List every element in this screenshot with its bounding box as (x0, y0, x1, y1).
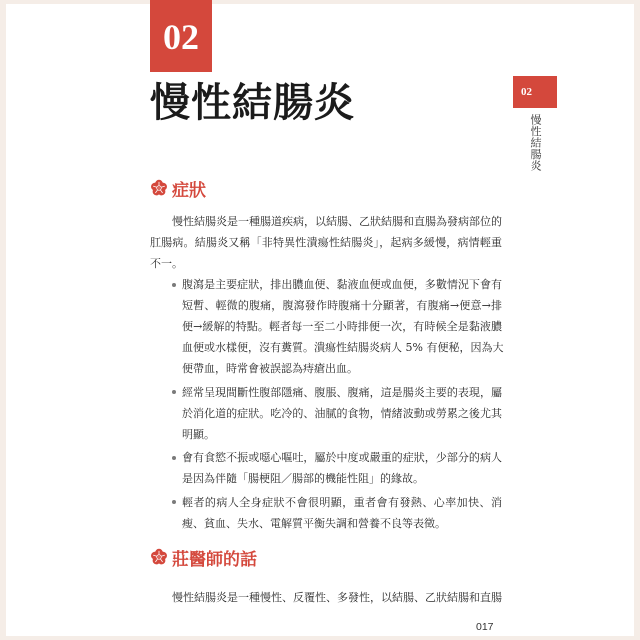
side-chapter-tab (513, 76, 557, 108)
paragraph-line: 慢性結腸炎是一種腸道疾病，以結腸、乙狀結腸和直腸為發病部位的 (172, 215, 502, 228)
paragraph-line: 肛腸病。結腸炎又稱「非特異性潰瘍性結腸炎」，起病多緩慢，病情輕重 (150, 236, 502, 249)
bullet-dot (172, 456, 176, 460)
bullet-line: 腹瀉是主要症狀，排出膿血便、黏液血便或血便，多數情況下會有 (182, 278, 502, 291)
symptoms-bullet-list (172, 274, 502, 536)
bullet-line: 會有食慾不振或噁心嘔吐，屬於中度或嚴重的症狀，少部分的病人 (182, 451, 502, 464)
side-chapter-number: 02 (521, 86, 532, 98)
bullet-line: 經常呈現間斷性腹部隱痛、腹脹、腹痛，這是腸炎主要的表現，屬 (182, 385, 502, 399)
doctor-notes-paragraph (150, 587, 502, 608)
list-item (172, 382, 502, 445)
section-heading-symptoms (150, 177, 206, 199)
bullet-dot (172, 390, 176, 394)
chapter-title: 慢性結腸炎 (150, 79, 355, 126)
flower-icon (150, 548, 168, 566)
symptoms-intro-paragraph (150, 211, 502, 274)
section-heading-doctor-notes (150, 546, 257, 568)
paragraph-line: 慢性結腸炎是一種慢性、反覆性、多發性，以結腸、乙狀結腸和直腸 (172, 591, 502, 604)
bullet-line: 短暫、輕微的腹痛，腹瀉發作時腹痛十分顯著，有腹痛→便意→排 (182, 299, 502, 312)
side-chapter-title: 慢性結腸炎 (529, 114, 542, 172)
paragraph-line: 不一。 (150, 257, 183, 270)
chapter-number: 02 (163, 17, 199, 57)
bullet-line: 血便或水樣便，沒有糞質。潰瘍性結腸炎病人 5% 有便秘，因為大 (182, 341, 504, 354)
bullet-line: 便帶血，時常會被誤認為痔瘡出血。 (182, 362, 358, 375)
list-item (172, 492, 502, 534)
bullet-line: 便→緩解的特點。輕者每一至二小時排便一次，有時候全是黏液膿 (182, 320, 502, 333)
bullet-line: 明顯。 (182, 427, 215, 441)
list-item (172, 447, 502, 489)
bullet-line: 輕者的病人全身症狀不會很明顯，重者會有發熱、心率加快、消 (182, 495, 502, 509)
bullet-line: 是因為伴隨「腸梗阻／腸部的機能性阻」的緣故。 (182, 472, 424, 485)
list-item (172, 274, 502, 379)
page-number: 017 (476, 621, 494, 633)
bullet-dot (172, 500, 176, 504)
chapter-number-tab (150, 0, 212, 72)
section-heading-label: 症狀 (172, 180, 206, 201)
bullet-dot (172, 283, 176, 287)
flower-icon (150, 179, 168, 197)
bullet-line: 瘦、貧血、失水、電解質平衡失調和營養不良等表徵。 (182, 516, 446, 530)
bullet-line: 於消化道的症狀。吃冷的、油膩的食物，情緒波動或勞累之後尤其 (182, 406, 502, 420)
section-heading-label: 莊醫師的話 (172, 549, 257, 570)
